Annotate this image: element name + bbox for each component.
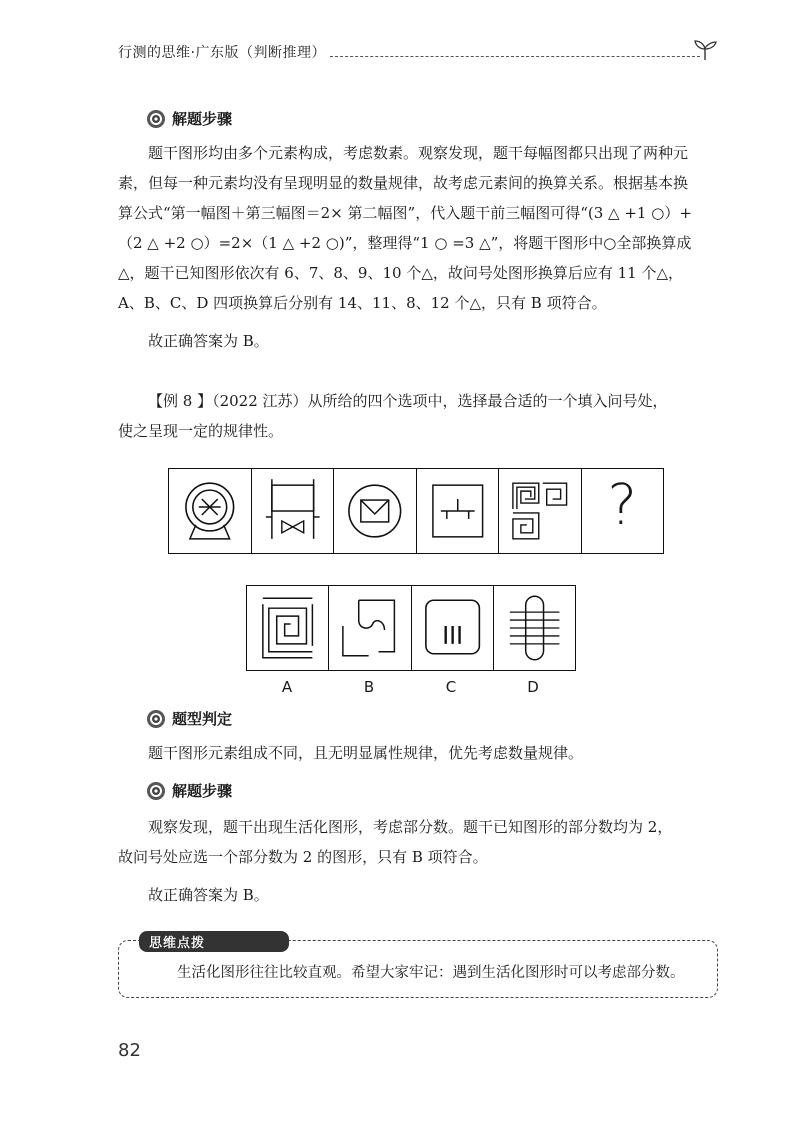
question-mark: ? [607, 473, 638, 538]
text-line: 故问号处应选一个部分数为 2 的图形，只有 B 项符合。 [118, 848, 488, 866]
option-labels [246, 678, 574, 696]
text-line: △，题干已知图形依次有 6、7、8、9、10 个△，故问号处图形换算后应有 11 个△， [118, 264, 684, 282]
figure-3 [334, 469, 417, 553]
type-judgment-heading [146, 708, 232, 729]
heading-text: 解题步骤 [172, 110, 233, 128]
solution-steps-heading-2 [146, 780, 232, 801]
text-line: 素，但每一种元素均没有呈现明显的数量规律，故考虑元素间的换算关系。根据基本换 [118, 174, 689, 192]
question-figure-row [168, 468, 664, 554]
option-label-a: A [281, 678, 293, 696]
tip-text: 生活化图形往往比较直观。希望大家牢记：遇到生活化图形时可以考虑部分数。 [177, 965, 685, 981]
solution-paragraph [118, 138, 722, 356]
heading-text: 解题步骤 [172, 782, 233, 800]
flower-bullet-icon [146, 109, 166, 129]
option-c-figure[interactable] [412, 586, 494, 670]
figure-2 [252, 469, 335, 553]
text-line: 【例 8 】（2022 江苏）从所给的四个选项中，选择最合适的一个填入问号处， [148, 392, 668, 410]
figure-question [582, 469, 664, 553]
figure-5 [499, 469, 582, 553]
option-a-figure[interactable] [247, 586, 329, 670]
text-line: （2 △ +2 ○）=2×（1 △ +2 ○)”，整理得“1 ○ =3 △”，将题干图形中○全部换算成 [118, 234, 692, 252]
solution-paragraph-2 [118, 812, 722, 910]
text-line: 题干图形元素组成不同，且无明显属性规律，优先考虑数量规律。 [148, 744, 584, 762]
solution-steps-heading [146, 108, 232, 129]
tip-title [139, 931, 289, 949]
text-line: A、B、C、D 四项换算后分别有 14、11、8、12 个△，只有 B 项符合。 [118, 294, 607, 312]
option-label-b: B [363, 678, 375, 696]
heading-text: 题型判定 [172, 710, 233, 728]
text-line: 算公式“第一幅图＋第三幅图＝2× 第二幅图”，代入题干前三幅图可得“(3 △ +1 ○）+ [118, 204, 692, 222]
page-number: 82 [118, 1040, 141, 1061]
sprout-icon [692, 36, 718, 62]
options-figure-row [246, 585, 576, 671]
running-header [118, 36, 718, 66]
option-label-d: D [527, 678, 539, 696]
tip-title-text: 思维点拨 [139, 931, 289, 952]
flower-bullet-icon [146, 709, 166, 729]
option-label-c: C [445, 678, 457, 696]
header-rule [330, 56, 700, 57]
text-line: 使之呈现一定的规律性。 [118, 422, 284, 440]
text-line: 题干图形均由多个元素构成，考虑数素。观察发现，题干每幅图都只出现了两种元 [148, 144, 689, 162]
flower-bullet-icon [146, 781, 166, 801]
header-title: 行测的思维·广东版（判断推理） [118, 45, 326, 61]
type-judgment-paragraph [118, 738, 722, 768]
option-b-figure[interactable] [329, 586, 411, 670]
figure-1 [169, 469, 252, 553]
answer-text: 故正确答案为 B。 [148, 332, 269, 350]
text-line: 观察发现，题干出现生活化图形，考虑部分数。题干已知图形的部分数均为 2， [148, 818, 673, 836]
answer-text: 故正确答案为 B。 [148, 886, 269, 904]
figure-4 [417, 469, 500, 553]
tip-box [118, 936, 718, 998]
example-question [118, 386, 722, 446]
option-d-figure[interactable] [494, 586, 575, 670]
